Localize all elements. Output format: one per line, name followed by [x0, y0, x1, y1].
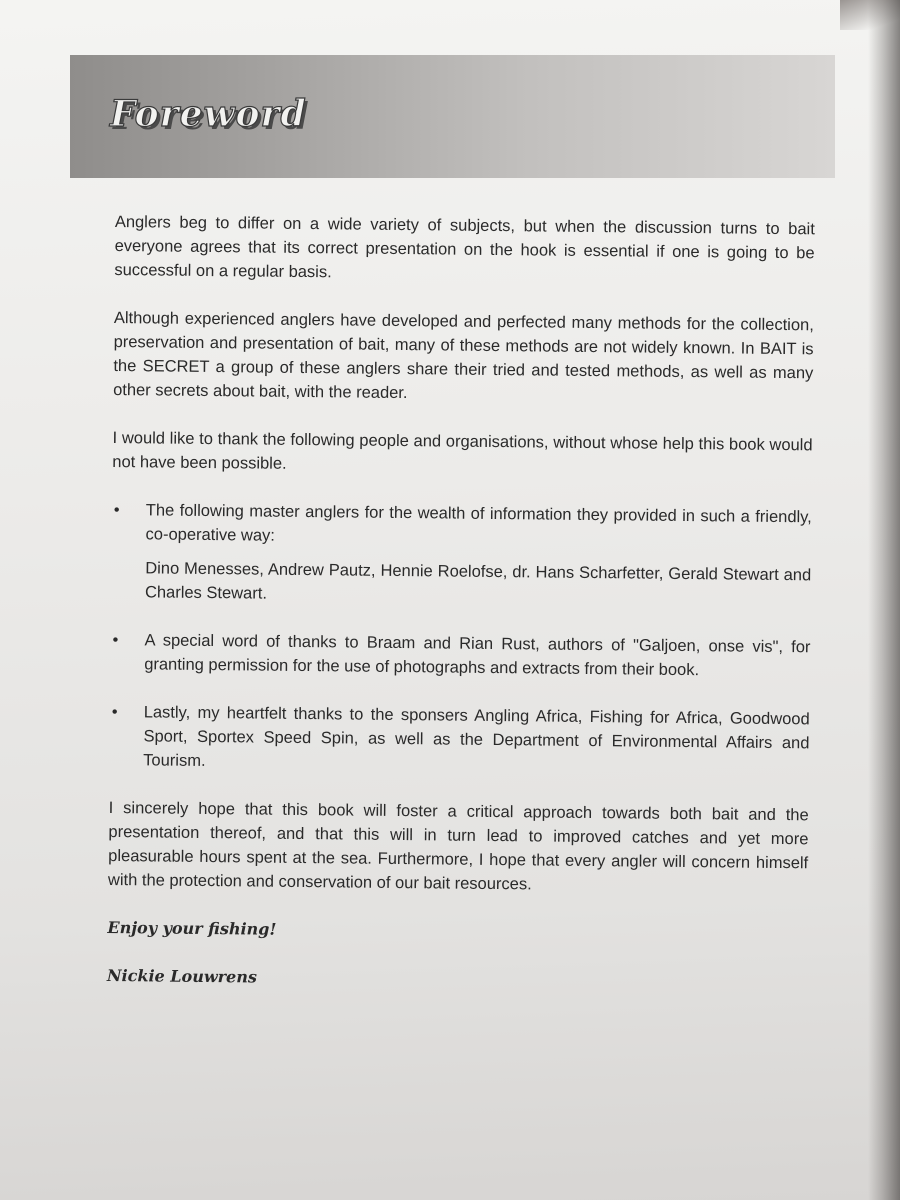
page-edge-shadow [868, 0, 900, 1200]
paragraph-methods: Although experienced anglers have developed and perfected many methods for the collection, preservation and presentation of bait, many of these methods are not widely known. In BAIT is the SECRET a group of these anglers share their tried and tested methods, as well as many other secrets about bait, with the reader. [113, 308, 814, 403]
thanks-item-text: A special word of thanks to Braam and Rian Rust, authors of "Galjoen, onse vis", for granting permission for the use of photographs and extracts from their book. [144, 631, 811, 680]
thanks-list [109, 498, 812, 779]
foreword-body [107, 210, 815, 1019]
thanks-item-names: Dino Menesses, Andrew Pautz, Hennie Roelofse, dr. Hans Scharfetter, Gerald Stewart and Charles Stewart. [144, 559, 812, 603]
title-band [70, 55, 835, 178]
author-name: Nickie Louwrens [106, 965, 258, 987]
bullet-icon: • [112, 630, 119, 650]
thanks-item-text: Lastly, my heartfelt thanks to the sponsers Angling Africa, Fishing for Africa, Goodwood Sport, Sportex Speed Spin, as well as the Department of Environmental Affairs and Tourism. [143, 703, 810, 770]
page-title: Foreword [110, 93, 307, 135]
thanks-item-text: The following master anglers for the wealth of information they provided in such a friendly, co-operative way: [145, 501, 812, 545]
thanks-item-master-anglers [111, 498, 812, 611]
paragraph-closing: I sincerely hope that this book will foster a critical approach towards both bait and the presentation thereof, and that this will in turn lead to improved catches and yet more pleasurable hours spent at the sea. Furthermore, I hope that every angler will concern himself with the protection and conservation of our bait resources. [107, 798, 809, 894]
paragraph-thanks-intro: I would like to thank the following people and organisations, without whose help this book would not have been possible. [112, 428, 813, 473]
signoff-line: Enjoy your fishing! [107, 917, 277, 939]
thanks-item-authors [110, 628, 810, 683]
bullet-icon: • [113, 501, 120, 520]
thanks-item-sponsors [109, 700, 810, 779]
paragraph-intro: Anglers beg to differ on a wide variety of subjects, but when the discussion turns to bait everyone agrees that its correct presentation on the hook is essential if one is going to be successful on a regular basis. [114, 212, 815, 282]
bullet-icon: • [111, 702, 118, 722]
